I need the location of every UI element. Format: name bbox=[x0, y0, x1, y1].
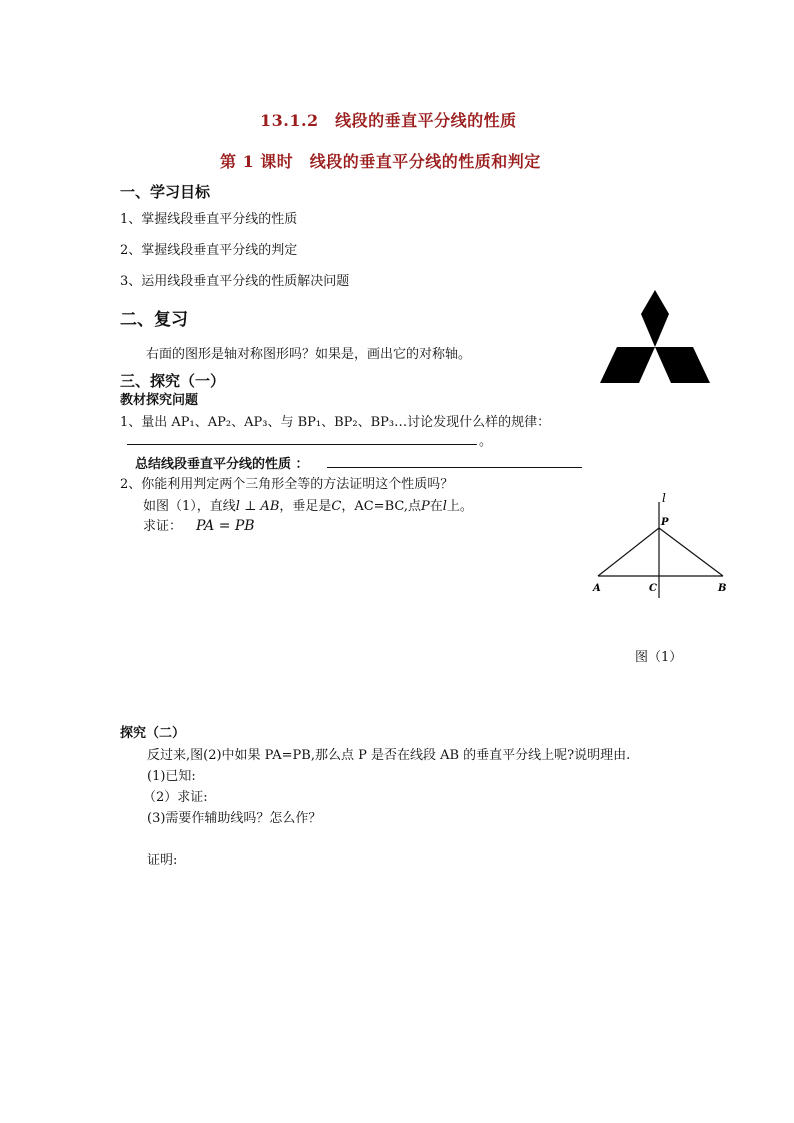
given-rest: ，AC=BC,点 bbox=[341, 499, 421, 514]
prove-math: PA = PB bbox=[196, 518, 255, 534]
given-in: 在 bbox=[429, 499, 443, 514]
answer-line-1-end: 。 bbox=[479, 434, 493, 449]
summary-answer-line bbox=[327, 467, 582, 468]
three-diamond-figure bbox=[596, 286, 716, 386]
question-2: 2、你能利用判定两个三角形全等的方法证明这个性质吗？ bbox=[120, 477, 454, 492]
label-l: l bbox=[662, 491, 666, 505]
figure-1-caption: 图（1） bbox=[635, 650, 683, 665]
given-prefix: 如图（1），直线 bbox=[143, 499, 236, 514]
figure-1-diagram bbox=[588, 490, 738, 665]
given-math-p: P bbox=[420, 499, 430, 514]
section-review-heading: 二、复习 bbox=[120, 310, 188, 330]
section-explore-one-heading: 三、探究（一） bbox=[120, 372, 226, 390]
textbook-question-heading: 教材探究问题 bbox=[120, 393, 199, 408]
page-title: 13.1.2 线段的垂直平分线的性质 bbox=[260, 111, 517, 130]
objective-item-2: 2、掌握线段垂直平分线的判定 bbox=[120, 243, 298, 258]
given-mid: ，垂足是 bbox=[279, 499, 332, 514]
auxiliary-line-question: (3)需要作辅助线吗？怎么作？ bbox=[147, 811, 322, 826]
label-a: A bbox=[593, 583, 601, 594]
objective-item-1: 1、掌握线段垂直平分线的性质 bbox=[120, 212, 298, 227]
objective-item-3: 3、运用线段垂直平分线的性质解决问题 bbox=[120, 274, 350, 289]
section-explore-two-heading: 探究（二） bbox=[120, 726, 186, 741]
given-math-c: C bbox=[331, 499, 342, 514]
given-math-l: l bbox=[442, 499, 447, 514]
proof-label: 证明: bbox=[147, 853, 178, 868]
prove-label: 求证： bbox=[143, 519, 183, 534]
segment-pa bbox=[598, 528, 659, 576]
given-end: 上。 bbox=[446, 499, 473, 514]
question-1: 1、量出 AP₁、AP₂、AP₃、与 BP₁、BP₂、BP₃…讨论发现什么样的规律： bbox=[120, 415, 551, 430]
given-statement bbox=[143, 495, 473, 514]
lesson-subtitle: 第 1 课时 线段的垂直平分线的性质和判定 bbox=[220, 152, 541, 171]
known-label: (1)已知: bbox=[147, 769, 196, 784]
summary-label: 总结线段垂直平分线的性质 ： bbox=[135, 457, 309, 472]
review-question: 右面的图形是轴对称图形吗？如果是，画出它的对称轴。 bbox=[146, 347, 472, 362]
explore-two-intro: 反过来,图(2)中如果 PA=PB,那么点 P 是否在线段 AB 的垂直平分线上呢?说明理由. bbox=[147, 748, 631, 763]
label-c: C bbox=[649, 583, 657, 594]
given-math-perp: l ⊥ AB bbox=[235, 499, 280, 514]
prove-label-two: （2）求证: bbox=[143, 790, 208, 805]
answer-line-1 bbox=[127, 444, 477, 445]
label-b: B bbox=[718, 583, 727, 594]
section-objectives-heading: 一、学习目标 bbox=[120, 183, 211, 201]
prove-statement bbox=[143, 515, 255, 534]
segment-pb bbox=[659, 528, 723, 576]
label-p: P bbox=[661, 517, 669, 528]
